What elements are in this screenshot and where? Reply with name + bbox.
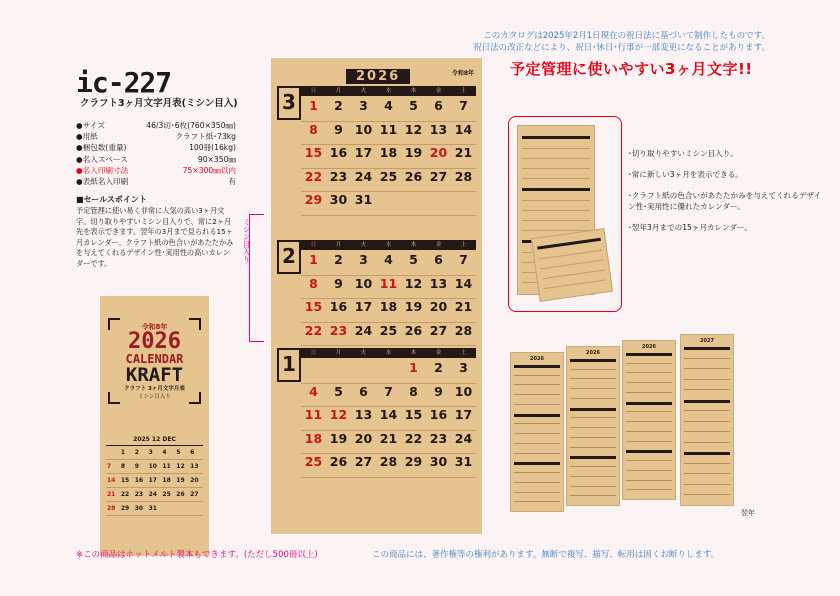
day-cell: 13	[351, 407, 376, 431]
month-grid	[277, 360, 476, 478]
next-year-label: 翌年	[741, 509, 755, 517]
mini-day-cell: 25	[161, 488, 175, 502]
mini-day-cell: 2	[134, 446, 148, 460]
mini-day-cell: 16	[134, 474, 148, 488]
feature-item: ･常に新しい3ヶ月を表示できる。	[628, 170, 743, 179]
day-cell: 1	[301, 98, 326, 122]
feature-item: ･切り取りやすいミシン目入り。	[628, 149, 738, 158]
folded-calendar-frame	[508, 116, 622, 312]
day-cell: 25	[376, 169, 401, 193]
mini-day-cell: 1	[120, 446, 134, 460]
day-cell: 12	[401, 276, 426, 300]
day-cell: 17	[351, 299, 376, 323]
weekday-label: 土	[460, 242, 467, 248]
side-spacer	[277, 454, 301, 478]
month-grid	[277, 252, 476, 346]
day-cell: 17	[351, 145, 376, 169]
spec-row: ●表紙名入印刷 有	[76, 177, 236, 187]
mini-day-cell: 26	[175, 488, 189, 502]
day-cell: 25	[301, 454, 326, 478]
day-cell: 19	[401, 299, 426, 323]
variant-thumbnail: 2026	[566, 346, 620, 506]
weekday-label: 月	[335, 242, 342, 248]
day-cell: 5	[401, 98, 426, 122]
weekday-label: 月	[335, 350, 342, 356]
perforation-label: ミシン目入り	[242, 218, 251, 263]
folded-page-image	[531, 228, 613, 302]
cover-cut-label: ミシン目入り	[138, 394, 171, 400]
mini-day-cell: 22	[120, 488, 134, 502]
side-spacer	[277, 323, 301, 347]
mini-day-cell: 17	[148, 474, 162, 488]
mini-day-cell	[161, 502, 175, 516]
side-spacer	[277, 431, 301, 455]
month-grid	[277, 98, 476, 216]
side-spacer	[277, 98, 301, 122]
day-cell: 11	[301, 407, 326, 431]
mini-day-cell	[175, 502, 189, 516]
day-cell: 1	[301, 252, 326, 276]
day-cell: 4	[301, 384, 326, 408]
mini-day-cell: 10	[148, 460, 162, 474]
day-cell: 13	[426, 122, 451, 146]
day-cell: 2	[326, 252, 351, 276]
day-cell: 28	[451, 323, 476, 347]
day-cell: 6	[351, 384, 376, 408]
day-cell: 22	[301, 323, 326, 347]
mini-day-cell: 12	[175, 460, 189, 474]
day-cell: 18	[301, 431, 326, 455]
weekday-label: 金	[435, 242, 442, 248]
day-cell: 27	[426, 323, 451, 347]
day-cell: 28	[376, 454, 401, 478]
weekday-label: 土	[460, 88, 467, 94]
weekday-label: 土	[460, 350, 467, 356]
day-cell: 16	[326, 299, 351, 323]
day-cell: 21	[376, 431, 401, 455]
day-cell: 26	[401, 169, 426, 193]
day-cell: 7	[376, 384, 401, 408]
mini-day-cell: 15	[120, 474, 134, 488]
mini-day-cell: 4	[161, 446, 175, 460]
day-cell: 3	[351, 252, 376, 276]
catalog-note-line1: このカタログは2025年2月1日現在の祝日法に基づいて制作したものです。	[483, 31, 770, 41]
variant-thumbnail: 2026	[622, 340, 676, 500]
mini-day-cell: 20	[189, 474, 203, 488]
weekday-label: 火	[360, 88, 367, 94]
mini-day-cell: 11	[161, 460, 175, 474]
day-cell: 8	[401, 384, 426, 408]
day-cell: 31	[451, 454, 476, 478]
mini-day-cell	[189, 502, 203, 516]
day-cell: 19	[326, 431, 351, 455]
weekday-label: 金	[435, 88, 442, 94]
day-cell: 2	[326, 98, 351, 122]
day-cell: 20	[426, 299, 451, 323]
spec-row: ●名入スペース 90×350㎜	[76, 154, 236, 164]
side-spacer	[277, 252, 301, 276]
day-cell: 6	[426, 98, 451, 122]
day-cell: 7	[451, 252, 476, 276]
day-cell: 16	[426, 407, 451, 431]
day-cell: 13	[426, 276, 451, 300]
mini-day-cell: 23	[134, 488, 148, 502]
feature-item: ･クラフト紙の色合いがあたたかみを与えてくれるデザイン性･実用性に優れたカレンダー。	[628, 191, 822, 211]
cover-mini-calendar	[106, 436, 203, 516]
day-cell	[426, 192, 451, 216]
spec-row: ●梱包数(重量) 100冊(16kg)	[76, 143, 236, 153]
day-cell: 15	[401, 407, 426, 431]
day-cell: 14	[451, 122, 476, 146]
day-cell: 7	[451, 98, 476, 122]
weekday-label: 水	[385, 88, 392, 94]
weekday-label: 金	[435, 350, 442, 356]
day-cell: 20	[351, 431, 376, 455]
day-cell: 5	[326, 384, 351, 408]
day-cell: 26	[326, 454, 351, 478]
weekday-label: 日	[310, 88, 317, 94]
mini-day-cell	[106, 446, 120, 460]
main-calendar-reiwa: 令和8年	[451, 70, 474, 77]
catalog-note	[430, 30, 770, 54]
day-cell: 4	[376, 98, 401, 122]
day-cell: 18	[376, 145, 401, 169]
weekday-label: 水	[385, 350, 392, 356]
weekday-label: 日	[310, 350, 317, 356]
day-cell: 9	[326, 122, 351, 146]
side-spacer	[277, 407, 301, 431]
mini-day-cell: 8	[120, 460, 134, 474]
mini-day-cell: 27	[189, 488, 203, 502]
mini-calendar-grid	[106, 445, 203, 516]
spec-row: ●サイズ 46/3切･6枚(760×350㎜)	[76, 121, 236, 130]
day-cell: 12	[326, 407, 351, 431]
footer-copyright-note: この商品には、著作権等の権利があります。無断で複写、描写、転用は固くお断りします。	[372, 550, 720, 560]
mini-calendar-header: 2025 12 DEC	[133, 436, 176, 443]
month-number: 3	[277, 86, 301, 120]
day-cell: 22	[301, 169, 326, 193]
spec-list	[76, 120, 236, 187]
sales-point-text: 予定管理に使い易く非常に人気の高い3ヶ月文字。切り取りやすいミシン目入りで、常に2ヶ月先を表示できます。翌年の3月まで見られる15ヶ月カレンダー。クラフト紙の色合いがあたたかみを与えてくれるデザイン性･実用性の高いカレンダーです。	[76, 206, 234, 268]
cover-poster	[100, 296, 209, 556]
day-cell: 6	[426, 252, 451, 276]
mini-day-cell: 24	[148, 488, 162, 502]
day-cell: 15	[301, 299, 326, 323]
footer-hotmelt-note: ※この商品はホットメルト製本もできます。(ただし500冊以上)	[76, 550, 318, 560]
cover-reiwa: 令和8年	[141, 323, 168, 331]
mini-day-cell: 18	[161, 474, 175, 488]
day-cell: 22	[401, 431, 426, 455]
day-cell: 24	[351, 169, 376, 193]
day-cell: 14	[376, 407, 401, 431]
feature-list	[628, 148, 828, 243]
day-cell: 19	[401, 145, 426, 169]
weekday-label: 火	[360, 350, 367, 356]
spec-row: ●用紙 クラフト紙･73kg	[76, 132, 236, 142]
day-cell: 21	[451, 145, 476, 169]
day-cell: 27	[426, 169, 451, 193]
day-cell: 11	[376, 122, 401, 146]
day-cell: 24	[451, 431, 476, 455]
side-spacer	[277, 276, 301, 300]
side-spacer	[277, 299, 301, 323]
day-cell: 31	[351, 192, 376, 216]
side-spacer	[277, 192, 301, 216]
day-cell: 24	[351, 323, 376, 347]
day-cell	[376, 360, 401, 384]
mini-day-cell: 7	[106, 460, 120, 474]
day-cell: 2	[426, 360, 451, 384]
weekday-header	[301, 86, 476, 96]
side-spacer	[277, 122, 301, 146]
day-cell: 10	[351, 122, 376, 146]
mini-day-cell: 31	[148, 502, 162, 516]
day-cell: 10	[351, 276, 376, 300]
day-cell: 14	[451, 276, 476, 300]
day-cell	[451, 192, 476, 216]
weekday-label: 木	[410, 242, 417, 248]
mini-day-cell: 13	[189, 460, 203, 474]
weekday-label: 水	[385, 242, 392, 248]
mini-day-cell: 30	[134, 502, 148, 516]
day-cell: 20	[426, 145, 451, 169]
variant-thumbnail: 2027	[680, 334, 734, 506]
cover-subtitle: クラフト 3ヶ月文字月表	[124, 386, 185, 392]
day-cell: 26	[401, 323, 426, 347]
main-calendar	[271, 58, 482, 534]
cover-kraft-word: KRAFT	[125, 364, 184, 386]
mini-day-cell: 14	[106, 474, 120, 488]
mini-day-cell: 29	[120, 502, 134, 516]
cover-calendar-word: CALENDAR	[125, 352, 184, 366]
mini-day-cell: 21	[106, 488, 120, 502]
mini-day-cell: 6	[189, 446, 203, 460]
month-number: 2	[277, 240, 301, 274]
mini-day-cell: 19	[175, 474, 189, 488]
catalog-note-line2: 祝日法の改正などにより、祝日･休日･行事が一部変更になることがあります。	[473, 43, 770, 53]
day-cell: 9	[326, 276, 351, 300]
weekday-label: 木	[410, 350, 417, 356]
side-spacer	[277, 145, 301, 169]
weekday-label: 火	[360, 242, 367, 248]
day-cell: 29	[401, 454, 426, 478]
sales-point-heading: ■セールスポイント	[76, 195, 147, 204]
mini-day-cell: 3	[148, 446, 162, 460]
day-cell: 30	[426, 454, 451, 478]
product-code: ic-227	[76, 66, 172, 99]
day-cell: 23	[326, 323, 351, 347]
day-cell	[351, 360, 376, 384]
weekday-label: 日	[310, 242, 317, 248]
day-cell: 9	[426, 384, 451, 408]
mini-day-cell: 9	[134, 460, 148, 474]
mini-day-cell: 28	[106, 502, 120, 516]
side-spacer	[277, 169, 301, 193]
product-name: クラフト3ヶ月文字月表(ミシン目入)	[80, 98, 238, 109]
main-calendar-year: 2026	[346, 69, 410, 84]
day-cell: 30	[326, 192, 351, 216]
side-spacer	[277, 384, 301, 408]
day-cell: 10	[451, 384, 476, 408]
day-cell: 3	[351, 98, 376, 122]
headline: 予定管理に使いやすい3ヶ月文字!!	[510, 60, 753, 78]
day-cell: 4	[376, 252, 401, 276]
weekday-label: 木	[410, 88, 417, 94]
day-cell: 29	[301, 192, 326, 216]
day-cell: 1	[401, 360, 426, 384]
day-cell: 18	[376, 299, 401, 323]
day-cell: 23	[426, 431, 451, 455]
day-cell: 28	[451, 169, 476, 193]
day-cell: 8	[301, 276, 326, 300]
feature-item: ･翌年3月までの15ヶ月カレンダー。	[628, 223, 752, 232]
weekday-header	[301, 348, 476, 358]
day-cell: 27	[351, 454, 376, 478]
day-cell: 16	[326, 145, 351, 169]
day-cell: 17	[451, 407, 476, 431]
weekday-label: 月	[335, 88, 342, 94]
day-cell: 12	[401, 122, 426, 146]
day-cell: 5	[401, 252, 426, 276]
day-cell: 21	[451, 299, 476, 323]
mini-day-cell: 5	[175, 446, 189, 460]
weekday-header	[301, 240, 476, 250]
day-cell: 3	[451, 360, 476, 384]
cover-year: 2026	[128, 329, 181, 354]
day-cell	[401, 192, 426, 216]
day-cell: 15	[301, 145, 326, 169]
day-cell	[376, 192, 401, 216]
day-cell: 11	[376, 276, 401, 300]
day-cell: 23	[326, 169, 351, 193]
spec-row-print-size: ●名入印刷寸法 75×300㎜以内	[76, 165, 236, 175]
day-cell	[326, 360, 351, 384]
day-cell	[301, 360, 326, 384]
month-number: 1	[277, 348, 301, 382]
day-cell: 25	[376, 323, 401, 347]
day-cell: 8	[301, 122, 326, 146]
variant-thumbnail: 2026	[510, 352, 564, 512]
side-spacer	[277, 360, 301, 384]
